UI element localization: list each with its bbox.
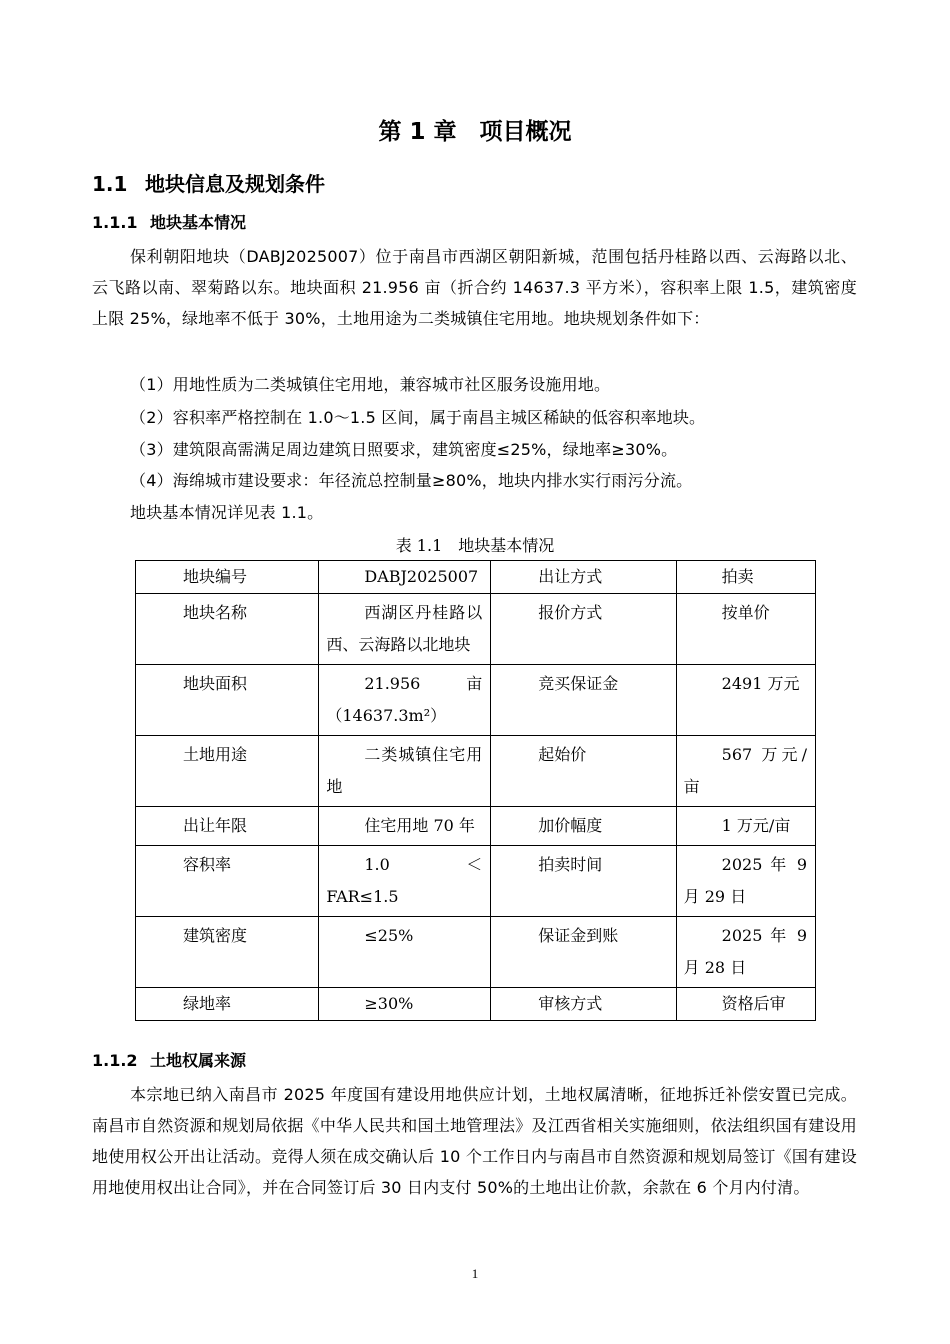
- table-cell: 21.956 亩（14637.3m²）: [319, 665, 491, 736]
- table-cell: 地块编号: [136, 561, 319, 594]
- table-cell: 出让方式: [491, 561, 676, 594]
- table-cell: 拍卖: [676, 561, 815, 594]
- subsection-number: 1.1.1: [92, 213, 138, 232]
- condition-item: （3）建筑限高需满足周边建筑日照要求，建筑密度≤25%，绿地率≥30%。: [130, 440, 678, 459]
- subsection-title: 土地权属来源: [150, 1051, 247, 1070]
- table-cell: 按单价: [676, 594, 815, 665]
- condition-item: （1）用地性质为二类城镇住宅用地，兼容城市社区服务设施用地。: [130, 375, 611, 394]
- table-cell: 地块面积: [136, 665, 319, 736]
- table-row: [136, 917, 816, 988]
- chapter-title: 第 1 章 项目概况: [378, 119, 572, 145]
- condition-item: （4）海绵城市建设要求：年径流总控制量≥80%，地块内排水实行雨污分流。: [130, 471, 693, 490]
- table-cell: 竞买保证金: [491, 665, 676, 736]
- table-row: [136, 665, 816, 736]
- table-cell: ≥30%: [319, 988, 491, 1021]
- table-row: [136, 594, 816, 665]
- table-cell: 2025 年 9 月 28 日: [676, 917, 815, 988]
- condition-item: （2）容积率严格控制在 1.0～1.5 区间，属于南昌主城区稀缺的低容积率地块。: [130, 408, 706, 427]
- table-cell: 报价方式: [491, 594, 676, 665]
- table-cell: ≤25%: [319, 917, 491, 988]
- table-cell: 审核方式: [491, 988, 676, 1021]
- subsection-number: 1.1.2: [92, 1051, 138, 1070]
- table-cell: 2025 年 9 月 29 日: [676, 846, 815, 917]
- table-cell: 1 万元/亩: [676, 807, 815, 846]
- table-cell: 加价幅度: [491, 807, 676, 846]
- table-cell: 567 万元/亩: [676, 736, 815, 807]
- table-row: [136, 846, 816, 917]
- table-cell: 建筑密度: [136, 917, 319, 988]
- subsection-title: 地块基本情况: [150, 213, 247, 232]
- section-heading: [92, 168, 325, 197]
- table-row: [136, 807, 816, 846]
- table-row: [136, 736, 816, 807]
- table-cell: 2491 万元: [676, 665, 815, 736]
- table-cell: 绿地率: [136, 988, 319, 1021]
- table-row: [136, 988, 816, 1021]
- table-cell: 1.0 ＜FAR≤1.5: [319, 846, 491, 917]
- ownership-paragraph: 本宗地已纳入南昌市 2025 年度国有建设用地供应计划，土地权属清晰，征地拆迁补偿安置已完成。南昌市自然资源和规划局依据《中华人民共和国土地管理法》及江西省相关实施细则，依法组织国有建设用地使用权公开出让活动。竞得人须在成交确认后 10 个工作日内与南昌市自然资源和规划局签订《国有建设用地使用权出让合同》，并在合同签订后 30 日内支付 50%的土地出让价款，余款在 6 个月内付清。: [92, 1085, 857, 1197]
- subsection-heading-2: [92, 1048, 246, 1071]
- table-cell: 拍卖时间: [491, 846, 676, 917]
- intro-paragraph: 保利朝阳地块（DABJ2025007）位于南昌市西湖区朝阳新城，范围包括丹桂路以西、云海路以北、云飞路以南、翠菊路以东。地块面积 21.956 亩（折合约 14637.3 平方米），容积率上限 1.5，建筑密度上限 25%，绿地率不低于 30%，土地用途为二类城镇住宅用地。地块规划条件如下：: [92, 247, 857, 328]
- table-row: [136, 561, 816, 594]
- table-cell: 西湖区丹桂路以西、云海路以北地块: [319, 594, 491, 665]
- table-cell: 保证金到账: [491, 917, 676, 988]
- subsection-heading-1: [92, 210, 246, 233]
- table-reference: 地块基本情况详见表 1.1。: [130, 503, 324, 522]
- page-number: 1: [471, 1266, 479, 1281]
- table-cell: 土地用途: [136, 736, 319, 807]
- table-cell: 住宅用地 70 年: [319, 807, 491, 846]
- section-number: 1.1: [92, 172, 128, 196]
- table-cell: 地块名称: [136, 594, 319, 665]
- table-cell: 资格后审: [676, 988, 815, 1021]
- land-info-table: [135, 560, 816, 1021]
- table-cell: DABJ2025007: [319, 561, 491, 594]
- table-cell: 出让年限: [136, 807, 319, 846]
- table-caption: 表 1.1 地块基本情况: [395, 536, 555, 555]
- section-title: 地块信息及规划条件: [145, 172, 325, 196]
- table-cell: 二类城镇住宅用地: [319, 736, 491, 807]
- table-cell: 起始价: [491, 736, 676, 807]
- table-cell: 容积率: [136, 846, 319, 917]
